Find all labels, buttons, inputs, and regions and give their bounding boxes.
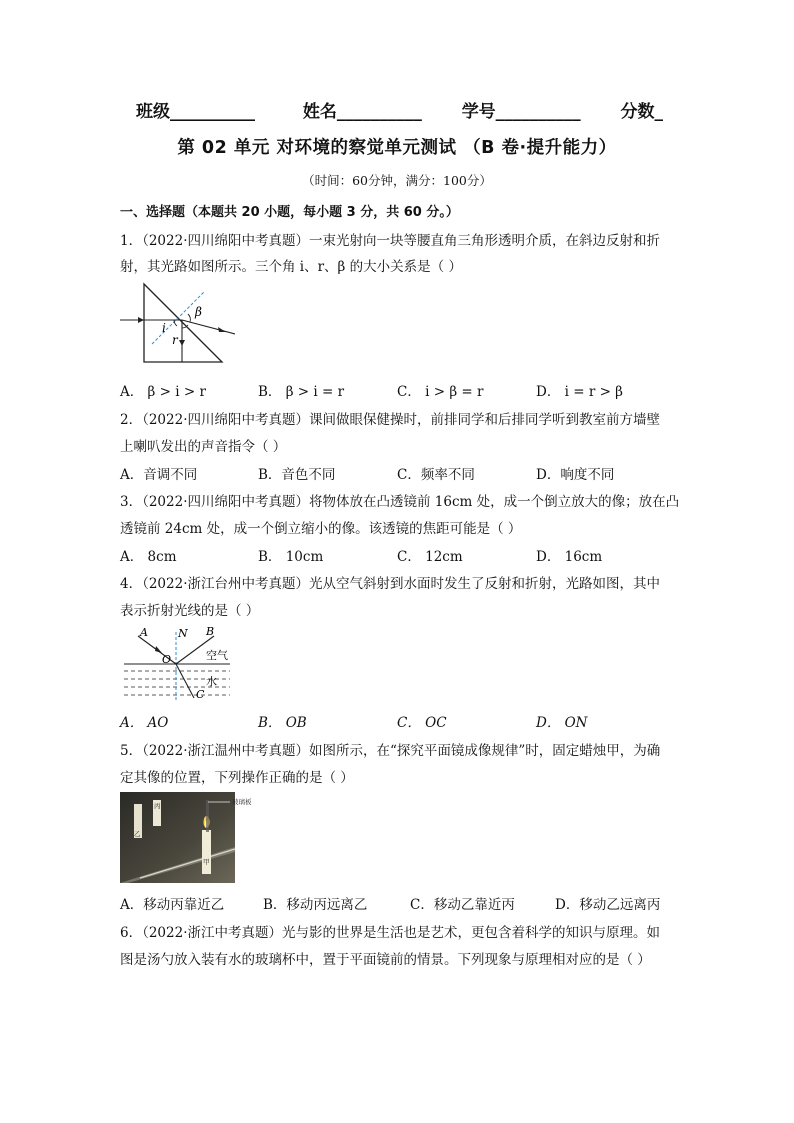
q3-option-d[interactable]: D． 16cm: [536, 549, 603, 565]
label-water: 水: [206, 675, 217, 688]
label-N: N: [178, 627, 188, 640]
question-2-text-line1: 2．（2022·四川绵阳中考真题）课间做眼保健操时，前排同学和后排同学听到教室前方墙壁: [120, 412, 660, 428]
q4-option-a[interactable]: A． AO: [120, 715, 169, 731]
question-1-text-line2: 射，其光路如图所示。三个角 i、r、β 的大小关系是（ ）: [120, 259, 462, 275]
question-4-text-line1: 4．（2022·浙江台州中考真题）光从空气斜射到水面时发生了反射和折射，光路如图，其中: [120, 576, 660, 592]
q2-option-a[interactable]: A．音调不同: [120, 467, 198, 483]
question-1-text-line1: 1．（2022·四川绵阳中考真题）一束光射向一块等腰直角三角形透明介质，在斜边反射和折: [120, 233, 660, 249]
class-field[interactable]: 班级__________: [136, 102, 255, 122]
question-6-text-line2: 图是汤勺放入装有水的玻璃杯中，置于平面镜前的情景。下列现象与原理相对应的是（ ）: [120, 952, 651, 968]
q1-option-a[interactable]: A． β > i > r: [120, 384, 206, 400]
q5-option-d[interactable]: D．移动乙远离丙: [555, 897, 661, 913]
student-id-field[interactable]: 学号__________: [461, 102, 581, 122]
q1-option-c[interactable]: C． i > β = r: [397, 384, 484, 400]
q5-option-b[interactable]: B．移动丙远离乙: [263, 897, 368, 913]
page-subtitle: （时间：60分钟，满分：100分）: [302, 173, 492, 188]
question-2-text-line2: 上喇叭发出的声音指令（ ）: [120, 439, 287, 455]
refraction-diagram: [120, 624, 232, 700]
q2-option-c[interactable]: C．频率不同: [397, 467, 475, 483]
q5-option-c[interactable]: C．移动乙靠近丙: [410, 897, 515, 913]
q3-option-b[interactable]: B． 10cm: [258, 549, 324, 565]
q2-option-d[interactable]: D．响度不同: [536, 467, 615, 483]
q2-option-b[interactable]: B．音色不同: [258, 467, 336, 483]
question-5-text-line1: 5．（2022·浙江温州中考真题）如图所示，在“探究平面镜成像规律”时，固定蜡烛甲，为确: [120, 743, 661, 759]
label-O: O: [162, 653, 172, 666]
label-B: B: [206, 625, 215, 638]
page-title: 第 02 单元 对环境的察觉单元测试 （B 卷·提升能力）: [177, 138, 617, 158]
q1-option-b[interactable]: B． β > i = r: [258, 384, 345, 400]
candle-mirror-photo: [120, 792, 265, 883]
question-4-text-line2: 表示折射光线的是（ ）: [120, 603, 260, 619]
label-bing: 丙: [154, 802, 161, 810]
prism-diagram: [120, 282, 235, 372]
name-field[interactable]: 姓名__________: [302, 102, 422, 122]
label-yi: 乙: [134, 830, 141, 838]
q3-option-a[interactable]: A． 8cm: [120, 549, 177, 565]
label-jia: 甲: [203, 858, 210, 866]
q3-option-c[interactable]: C． 12cm: [397, 549, 463, 565]
label-air: 空气: [206, 649, 228, 662]
q1-option-d[interactable]: D． i = r > β: [536, 384, 623, 400]
label-glass-plate: 玻璃板: [232, 798, 252, 806]
q4-option-d[interactable]: D． ON: [536, 715, 588, 731]
q5-option-a[interactable]: A．移动丙靠近乙: [120, 897, 225, 913]
question-3-text-line2: 透镜前 24cm 处，成一个倒立缩小的像。该透镜的焦距可能是（ ）: [120, 521, 522, 537]
student-info-header: [136, 97, 663, 122]
label-r: r: [172, 333, 178, 347]
question-6-text-line1: 6．（2022·浙江中考真题）光与影的世界是生活也是艺术，更包含着科学的知识与原理。如: [120, 925, 660, 941]
q4-option-c[interactable]: C． OC: [397, 715, 447, 731]
question-3-text-line1: 3．（2022·四川绵阳中考真题）将物体放在凸透镜前 16cm 处，成一个倒立放大的像；放在凸: [120, 494, 680, 510]
label-A: A: [140, 626, 148, 639]
question-5-text-line2: 定其像的位置，下列操作正确的是（ ）: [120, 770, 354, 786]
q4-option-b[interactable]: B． OB: [258, 715, 307, 731]
label-C: C: [196, 688, 205, 700]
section-heading: 一、选择题（本题共 20 小题，每小题 3 分，共 60 分。）: [120, 205, 459, 220]
label-beta: β: [195, 305, 202, 319]
score-field[interactable]: 分数_: [620, 102, 664, 122]
label-i: i: [162, 321, 166, 335]
